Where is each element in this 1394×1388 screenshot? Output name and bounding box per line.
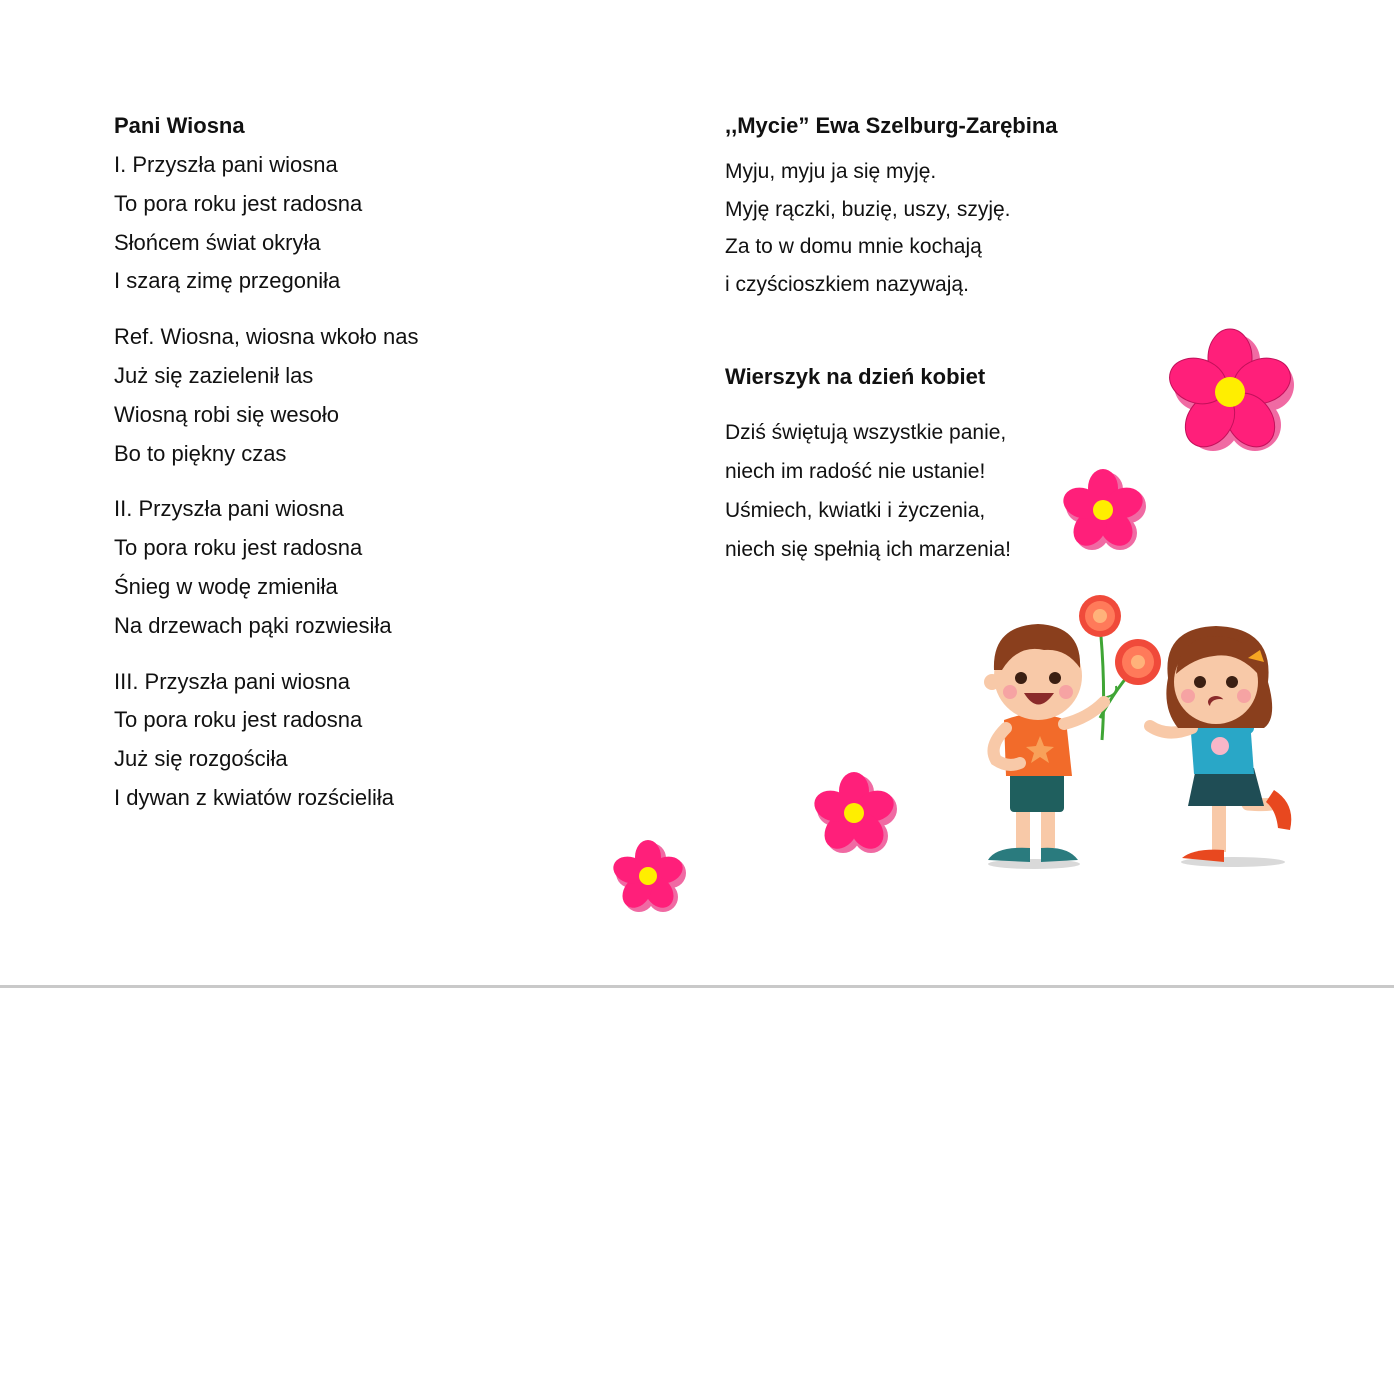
pink-flower-icon [808,768,900,858]
pink-flower-icon [607,836,689,916]
poem-line: Słońcem świat okryła [114,229,321,255]
poem-line: I dywan z kwiatów rozścieliła [114,784,394,810]
poem-line: Myju, myju ja się myję. [725,160,937,183]
poem-line: To pora roku jest radosna [114,535,363,561]
poem-title: Pani Wiosna [114,113,245,138]
poem-line: Bo to piękny czas [114,440,287,466]
poem-line: III. Przyszła pani wiosna [114,668,350,694]
poem-line: To pora roku jest radosna [114,707,363,733]
poem-line: I. Przyszła pani wiosna [114,152,338,177]
poem-title: ,,Mycie” Ewa Szelburg-Zarębina [725,113,1058,138]
poem-line: Ref. Wiosna, wiosna wkoło nas [114,324,419,350]
poem-line: i czyścioszkiem nazywają. [725,272,969,296]
poem-line: Uśmiech, kwiatki i życzenia, [725,499,986,522]
pink-flower-icon [1058,466,1148,554]
stanza-1 [114,146,594,301]
poem-line: niech się spełnią ich marzenia! [725,538,1011,561]
poem-mycie [725,112,1145,303]
poem-line: Dziś świętują wszystkie panie, [725,421,1007,444]
poem-line: Myję rączki, buzię, uszy, szyję. [725,197,1011,221]
poem-line: Za to w domu mnie kochają [725,235,982,258]
poem-pani-wiosna [114,112,594,818]
pink-flower-icon [1163,327,1297,457]
poem-line: I szarą zimę przegoniła [114,268,341,294]
poem-line: To pora roku jest radosna [114,190,363,216]
stanza-refrain [114,318,594,473]
poem-line: niech im radość nie ustanie! [725,460,986,483]
poem-line: Śnieg w wodę zmieniła [114,573,338,599]
children-with-flowers-illustration [948,578,1318,890]
poem-line: II. Przyszła pani wiosna [114,496,344,522]
poem-body [725,153,1145,303]
stanza-3 [114,663,594,818]
poem-line: Już się rozgościła [114,746,288,772]
stanza-2 [114,490,594,645]
poem-line: Już się zazielenił las [114,362,314,388]
poem-line: Na drzewach pąki rozwiesiła [114,612,392,638]
poem-title: Wierszyk na dzień kobiet [725,364,986,389]
poem-line: Wiosną robi się wesoło [114,401,339,427]
page-divider [0,985,1394,988]
